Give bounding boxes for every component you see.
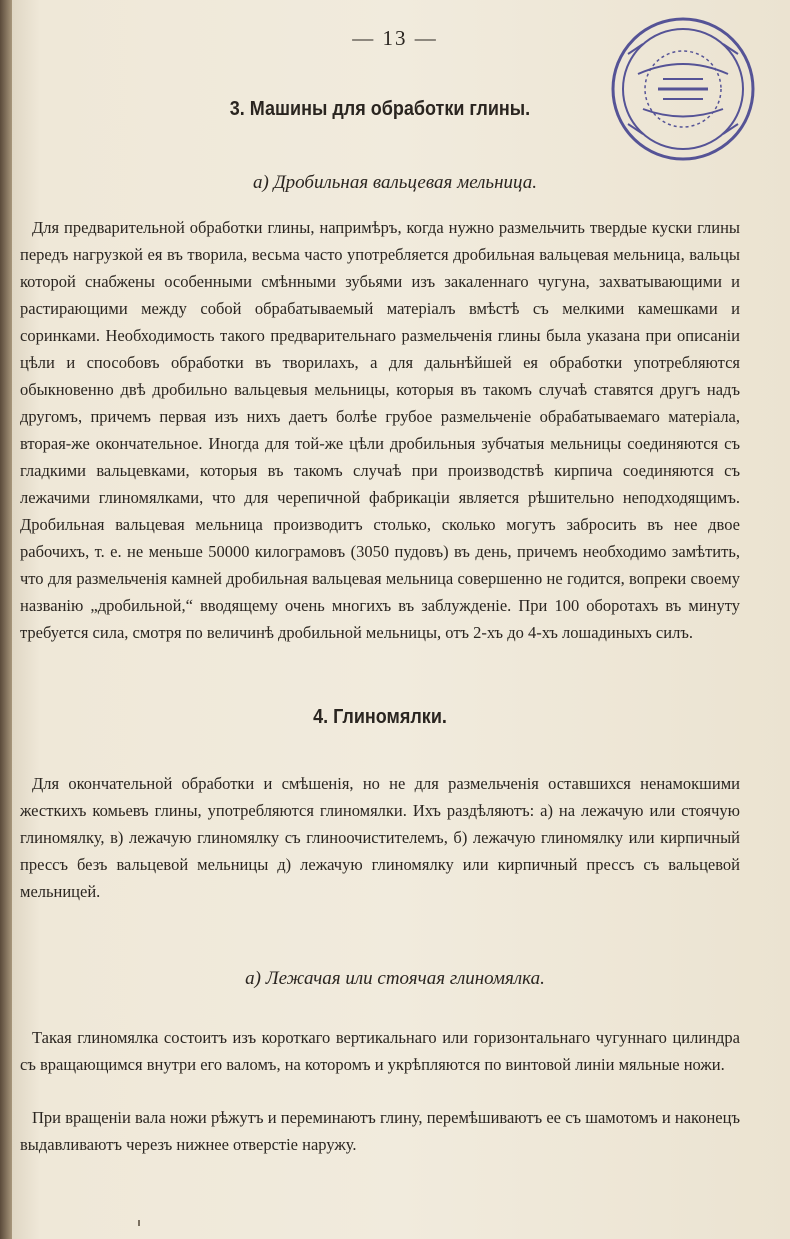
body-paragraph: При вращеніи вала ножи рѣжутъ и переминаютъ глину, перемѣшиваютъ ее съ шамотомъ и наконецъ выдавливаютъ черезъ нижнее отверстіе наружу. (20, 1108, 740, 1154)
body-paragraph: Для окончательной обработки и смѣшенія, но не для размельченія оставшихся ненамокшими жесткихъ комьевъ глины, употребляются глиномялки. Ихъ раздѣляютъ: а) на лежачую или стоячую глиномялку, в) лежачую глиномялку съ глиноочистителемъ, б) лежачую глиномялку или кирпичный прессъ безъ вальцевой мельницы д) лежачую глиномялку или кирпичный прессъ съ вальцевой мельницей. (20, 774, 740, 901)
section-title: 3. Машины для обработки глины. (229, 98, 531, 120)
section-title: 4. Глиномялки. (313, 706, 447, 728)
paper-speck (138, 1220, 140, 1226)
library-stamp-icon (608, 14, 758, 164)
section-subtitle: а) Дробильная вальцевая мельница. (253, 172, 537, 193)
page-number: — 13 — (352, 26, 438, 50)
body-paragraph: Такая глиномялка состоитъ изъ короткаго вертикальнаго или горизонтальнаго чугуннаго цилиндра съ вращающимся внутри его валомъ, на которомъ и укрѣпляются по винтовой линіи мяльные ножи. (20, 1028, 740, 1074)
section-subtitle: а) Лежачая или стоячая глиномялка. (245, 968, 545, 989)
body-paragraph: Для предварительной обработки глины, напримѣръ, когда нужно размельчить твердые куски глины передъ нагрузкой ея въ творила, весьма часто употребляется дробильная вальцевая мельница, вальцы которой снабжены особенными смѣнными зубьями изъ закаленнаго чугуна, захватывающими и растирающими между собой обрабатываемый матеріалъ вмѣстѣ съ мелкими камешками и соринками. Необходимость такого предварительнаго размельченія глины была указана при описаніи цѣли и способовъ обработки въ творилахъ, а для дальнѣйшей ея обработки употребляются обыкновенно двѣ дробильно вальцевыя мельницы, которыя въ такомъ случаѣ ставятся другъ надъ другомъ, причемъ первая изъ нихъ даетъ болѣе грубое размельченіе обрабатываемаго матеріала, вторая-же окончательное. Иногда для той-же цѣли дробильныя зубчатыя мельницы соединяются съ гладкими вальцевками, которыя въ такомъ случаѣ при производствѣ кирпича соединяются съ лежачими глиномялками, что для черепичной фабрикаціи является рѣшительно неподходящимъ. Дробильная вальцевая мельница производитъ столько, сколько могутъ забросить въ нее двое рабочихъ, т. е. не меньше 50000 килограмовъ (3050 пудовъ) въ день, причемъ необходимо замѣтить, что для размельченія камней дробильная вальцевая мельница совершенно не годится, вопреки своему названію „дробильной,“ вводящему очень многихъ въ заблужденіе. При 100 оборотахъ въ минуту требуется сила, смотря по величинѣ дробильной мельницы, отъ 2-хъ до 4-хъ лошадиныхъ силъ. (20, 218, 740, 642)
